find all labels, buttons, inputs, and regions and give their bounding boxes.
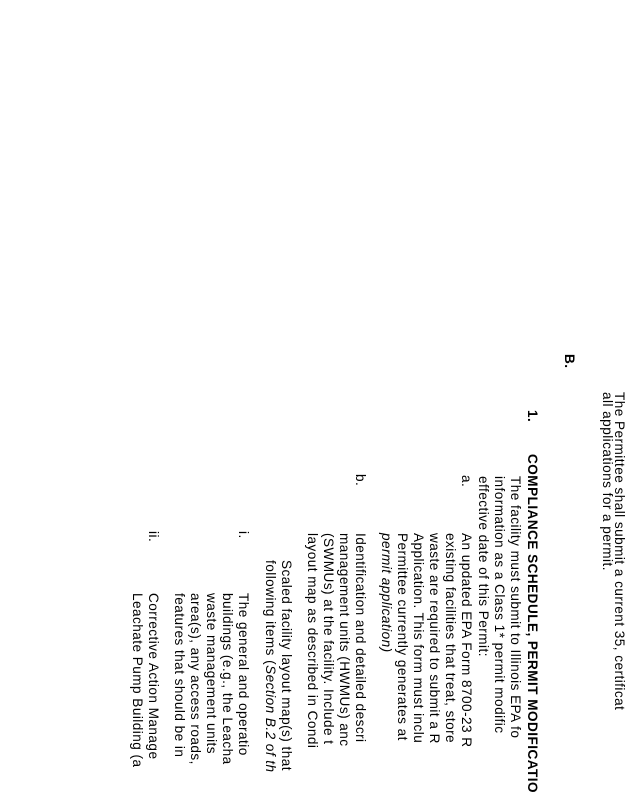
item-a-line-3: waste are required to submit a R	[427, 533, 442, 744]
section-heading: COMPLIANCE SCHEDULE, PERMIT MODIFICATIO	[525, 454, 540, 794]
item-a-line-5: Permittee currently generates at	[395, 533, 410, 741]
intro-text-line-2: all applications for a permit.	[600, 392, 615, 571]
item-a-letter: a.	[459, 475, 474, 488]
item-i-numeral: i.	[236, 531, 251, 539]
item-ii-numeral: ii.	[146, 531, 161, 543]
item-i-line-3: waste management units	[204, 593, 219, 755]
item-number: 1.	[525, 410, 540, 423]
item-i-line-5: features that should be in	[172, 593, 187, 758]
item-a-line-1: An updated EPA Form 8700-23 R	[459, 533, 474, 748]
item-i-line-4: area(s), any access roads,	[188, 593, 203, 765]
item-b-letter: b.	[353, 474, 368, 487]
item-ii-line-1: Corrective Action Manage	[146, 593, 161, 760]
item-b-line-3: (SWMUs) at the facility. Include t	[321, 533, 336, 745]
item-a-italic-line: permit application)	[379, 533, 394, 653]
item-b-scaled-line-1: Scaled facility layout map(s) that	[279, 560, 294, 771]
section-letter: B.	[562, 354, 577, 369]
item-i-line-2: buildings (e.g., the Leacha	[220, 593, 235, 765]
item-a-line-2: existing facilities that treat, store	[443, 533, 458, 744]
section-para-line-2: information as a Class 1* permit modific	[492, 476, 507, 734]
section-para-line-1: The facility must submit to Illinois EPA fo	[508, 476, 523, 739]
item-ii-line-2: Leachate Pump Building (a	[130, 593, 145, 768]
item-b-scaled-line-2	[262, 560, 278, 773]
intro-text-line-1: The Permittee shall submit a current 35, certificat	[612, 392, 627, 711]
item-a-line-4: Application. This form must inclu	[411, 533, 426, 744]
item-i-line-1: The general and operatio	[236, 593, 251, 756]
item-b-line-4: layout map as described in Condi	[305, 533, 320, 749]
item-b-line-2: management units (HWMUs) anc	[337, 533, 352, 747]
scaled-line-2-italic: Section B.2 of th	[263, 665, 278, 773]
section-para-line-3: effective date of this Permit:	[476, 476, 491, 657]
scaled-line-2-plain: following items (	[263, 560, 278, 666]
item-b-line-1: Identification and detailed descri	[353, 533, 368, 743]
